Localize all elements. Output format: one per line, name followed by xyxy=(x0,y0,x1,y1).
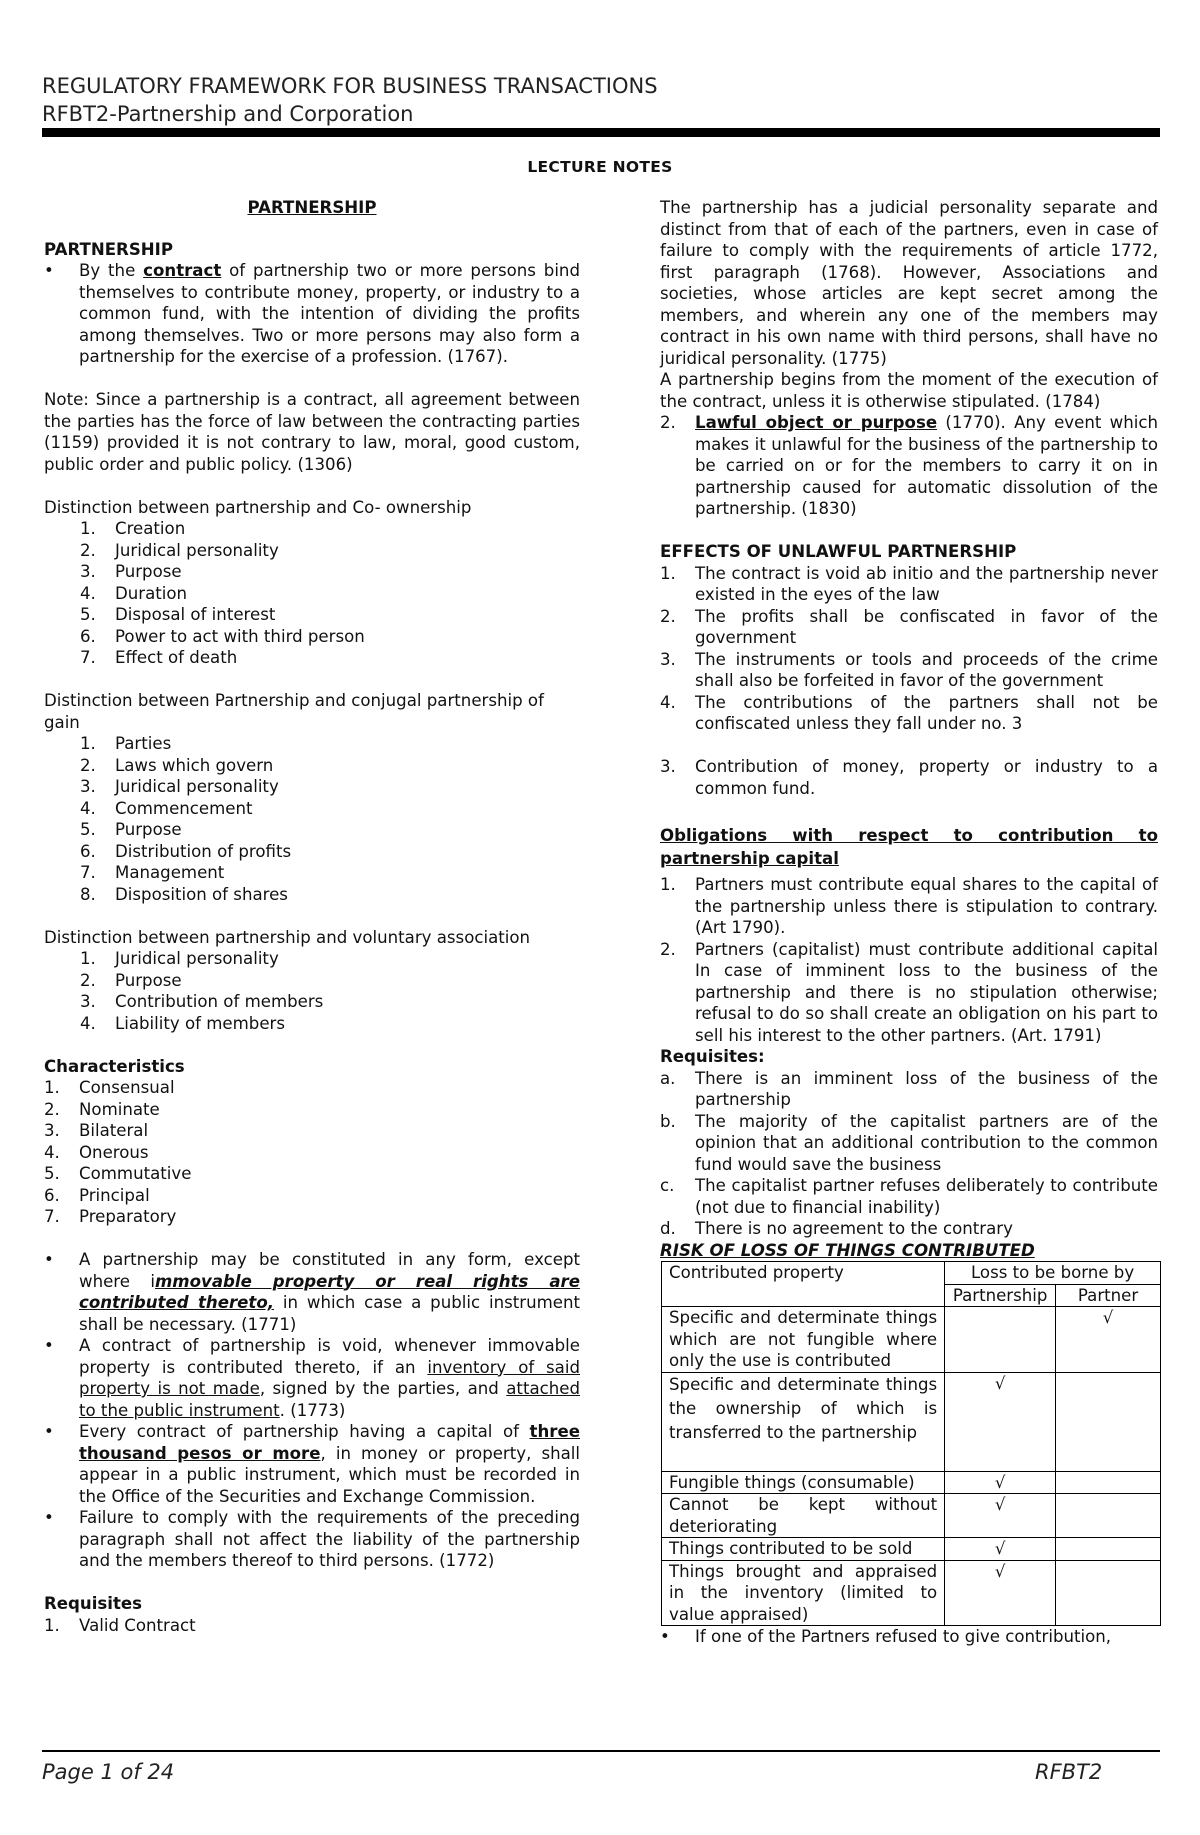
table-header-property: Contributed property xyxy=(662,1262,945,1307)
characteristics-title: Characteristics xyxy=(44,1056,185,1076)
list-item: 5. Disposal of interest xyxy=(80,605,276,624)
page-number: Page 1 of 24 xyxy=(42,1760,175,1784)
juridical-paragraph: The partnership has a judicial personality separate and distinct from that of each of the partners, even in case of failure to comply with the requirements of article 1772, first paragraph (1768). However, Associations and societies, whose articles are kept secret among the members, and wherein any one of the members may contract in his own name with third persons, shall have no juridical personality. (1775) xyxy=(660,198,1158,368)
failure-bullet: • Failure to comply with the requirements of the preceding paragraph shall not affect the liability of the partnership and the members thereof to third persons. (1772) xyxy=(44,1507,580,1572)
list-item: 1. Juridical personality xyxy=(80,949,279,968)
list-item: 2. Purpose xyxy=(80,970,182,990)
list-item: c. The capitalist partner refuses deliberately to contribute (not due to financial inability) xyxy=(660,1176,1158,1217)
form-bullet: • A partnership may be constituted in any form, except where immovable property or real rights are contributed thereto, in which case a public instrument shall be necessary. (1771) xyxy=(44,1249,580,1335)
header-subtitle: RFBT2-Partnership and Corporation xyxy=(42,102,414,126)
page-header xyxy=(42,72,1160,128)
check-icon: √ xyxy=(945,1538,1056,1561)
list-item: 1. Partners must contribute equal shares to the capital of the partnership unless there is stipulation to contrary. (Art 1790). xyxy=(660,875,1158,937)
footer-rule xyxy=(42,1750,1160,1752)
table-row: Things brought and appraised in the inventory (limited to value appraised) √ xyxy=(662,1560,1161,1626)
conjugal-title: Distinction between Partnership and conjugal partnership of gain xyxy=(44,691,544,732)
void-bullet: • A contract of partnership is void, whenever immovable property is contributed thereto, if an inventory of said property is not made, signed by the parties, and attached to the public instrument. (1773) xyxy=(44,1335,580,1421)
list-item: d. There is no agreement to the contrary xyxy=(660,1219,1013,1238)
requisites-title: Requisites: xyxy=(660,1047,765,1066)
check-icon: √ xyxy=(945,1471,1056,1494)
table-row: Specific and determinate things the ownership of which is transferred to the partnership √ xyxy=(662,1372,1161,1471)
list-item: 7. Effect of death xyxy=(80,648,238,667)
list-item: 2. Laws which govern xyxy=(80,755,274,775)
list-item: 5. Commutative xyxy=(44,1164,192,1183)
list-item: 6. Principal xyxy=(44,1185,150,1205)
table-row: Specific and determinate things which are not fungible where only the use is contributed √ xyxy=(662,1307,1161,1373)
co-ownership-title: Distinction between partnership and Co- ownership xyxy=(44,497,472,517)
obligations-list xyxy=(660,874,1158,1046)
table-header-group: Loss to be borne by xyxy=(945,1262,1161,1285)
list-item: 4. Duration xyxy=(80,583,188,603)
capital-bullet: • Every contract of partnership having a capital of three thousand pesos or more, in money or property, shall appear in a public instrument, which must be recorded in the Office of the Securities and Exchange Commission. xyxy=(44,1421,580,1507)
table-header-partner: Partner xyxy=(1056,1284,1161,1307)
list-item: 1. Parties xyxy=(80,734,172,753)
check-icon: √ xyxy=(945,1372,1056,1471)
requisites-list xyxy=(660,1068,1158,1240)
list-item: b. The majority of the capitalist partners are of the opinion that an additional contribution to the common fund would save the business xyxy=(660,1111,1158,1174)
list-item: 4. The contributions of the partners shall not be confiscated unless they fall under no. 3 xyxy=(660,692,1158,733)
header-rule xyxy=(42,128,1160,137)
effects-list xyxy=(660,563,1158,735)
begins-paragraph: A partnership begins from the moment of the execution of the contract, unless it is otherwise stipulated. (1784) xyxy=(660,370,1158,411)
refused-bullet: • If one of the Partners refused to give contribution, xyxy=(660,1626,1158,1648)
list-item: 3. Purpose xyxy=(80,562,182,581)
list-item: 2. Partners (capitalist) must contribute additional capital In case of imminent loss to the business of the partnership and there is no stipulation otherwise; refusal to do so shall create an obligation on his part to sell his interest to the other partners. (Art. 1791) xyxy=(660,939,1158,1045)
list-item: 4. Commencement xyxy=(80,798,253,818)
header-title: REGULATORY FRAMEWORK FOR BUSINESS TRANSACTIONS xyxy=(42,74,658,98)
table-row: Cannot be kept without deteriorating √ xyxy=(662,1494,1161,1538)
footer-code: RFBT2 xyxy=(1035,1760,1103,1784)
list-item: 1. Valid Contract xyxy=(44,1615,196,1635)
section-title: PARTNERSHIP xyxy=(247,198,377,217)
list-item: 4. Liability of members xyxy=(80,1013,286,1033)
obligations-title: Obligations with respect to contribution to partnership capital xyxy=(660,826,1158,868)
list-item: 7. Management xyxy=(80,863,225,882)
voluntary-list xyxy=(44,948,580,1034)
list-item: 2. Nominate xyxy=(44,1099,160,1119)
contribution-item: 3. Contribution of money, property or industry to a common fund. xyxy=(660,757,1158,798)
table-header-partnership: Partnership xyxy=(945,1284,1056,1307)
risk-table xyxy=(661,1261,1161,1626)
list-item: 3. Juridical personality xyxy=(80,777,279,796)
co-ownership-list xyxy=(44,518,580,669)
list-item: 3. Bilateral xyxy=(44,1121,149,1140)
note-paragraph: Note: Since a partnership is a contract, all agreement between the parties has the force of law between the contracting parties (1159) provided it is not contrary to law, moral, good custom, public order and public policy. (1306) xyxy=(44,390,580,474)
requisites-title: Requisites xyxy=(44,1594,143,1613)
list-item: 3. The instruments or tools and proceeds of the crime shall also be forfeited in favor of the government xyxy=(660,649,1158,690)
characteristics-list xyxy=(44,1077,580,1228)
list-item: 6. Distribution of profits xyxy=(80,841,292,861)
list-item: 1. Consensual xyxy=(44,1078,175,1097)
list-item: 1. The contract is void ab initio and the partnership never existed in the eyes of the law xyxy=(660,563,1158,604)
list-item: 7. Preparatory xyxy=(44,1207,177,1226)
partnership-heading: PARTNERSHIP xyxy=(44,239,174,259)
contract-term: contract xyxy=(143,261,222,280)
definition-bullet: • By the contract of partnership two or more persons bind themselves to contribute money, property, or industry to a common fund, with the intention of dividing the profits among themselves. Two or more persons may also form a partnership for the exercise of a profession. (1767). xyxy=(44,260,580,368)
list-item: 2. Juridical personality xyxy=(80,540,279,560)
table-row: Things contributed to be sold √ xyxy=(662,1538,1161,1561)
list-item: 4. Onerous xyxy=(44,1142,149,1162)
check-icon: √ xyxy=(1056,1307,1161,1373)
list-item: 5. Purpose xyxy=(80,820,182,839)
conjugal-list xyxy=(44,733,580,905)
risk-title: RISK OF LOSS OF THINGS CONTRIBUTED xyxy=(660,1240,1035,1260)
list-item: 3. Contribution of members xyxy=(80,992,324,1011)
voluntary-title: Distinction between partnership and voluntary association xyxy=(44,927,531,947)
list-item: 8. Disposition of shares xyxy=(80,884,288,904)
table-row: Fungible things (consumable) √ xyxy=(662,1471,1161,1494)
list-item: 1. Creation xyxy=(80,519,186,538)
list-item: 6. Power to act with third person xyxy=(80,626,365,646)
check-icon: √ xyxy=(945,1494,1056,1538)
lecture-title: LECTURE NOTES xyxy=(527,158,673,176)
effects-title: EFFECTS OF UNLAWFUL PARTNERSHIP xyxy=(660,542,1017,561)
list-item: a. There is an imminent loss of the business of the partnership xyxy=(660,1068,1158,1109)
list-item: 2. The profits shall be confiscated in favor of the government xyxy=(660,606,1158,647)
check-icon: √ xyxy=(945,1560,1056,1626)
right-column xyxy=(660,197,1158,1648)
lawful-object-item: 2. Lawful object or purpose (1770). Any event which makes it unlawful for the business of the partnership to be carried on or for the members to carry it on in partnership caused for automatic dissolution of the partnership. (1830) xyxy=(660,413,1158,518)
left-column xyxy=(44,197,580,1636)
